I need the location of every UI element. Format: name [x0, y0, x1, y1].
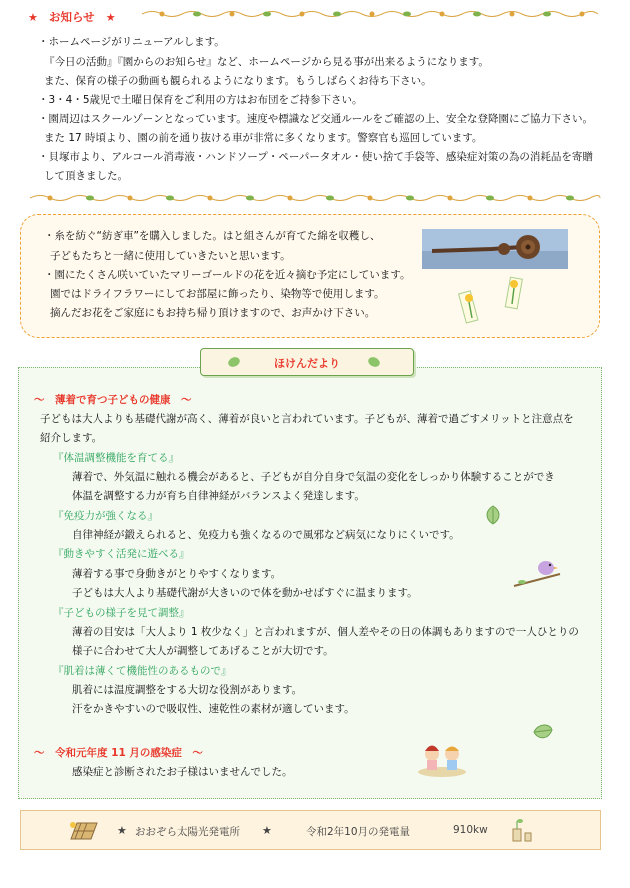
- notice-line: 『今日の活動』『園からのお知らせ』など、ホームページから見る事が出来るようになります。: [44, 56, 489, 68]
- leaf-icon: [484, 505, 502, 525]
- health-item-title: 『動きやすく活発に遊べる』: [53, 548, 190, 560]
- health-tab-title: ほけんだより: [274, 357, 340, 370]
- health-item-text: 子どもは大人より基礎代謝が大きいので体を動かせばすぐに温まります。: [72, 587, 418, 599]
- star-icon: ★: [262, 824, 272, 837]
- health-item-text: 薄着する事で身動きがとりやすくなります。: [72, 568, 282, 580]
- health-item-text: 汗をかきやすいので吸収性、速乾性の素材が適しています。: [72, 703, 355, 715]
- health-section-title: ～ 薄着で育つ子どもの健康 ～: [34, 394, 192, 406]
- health-item-title: 『子どもの様子を見て調整』: [53, 607, 190, 619]
- notice-line: また、保育の様子の動画も観られるようになります。もうしばらくお待ち下さい。: [44, 75, 432, 87]
- leaf-garland-divider: [30, 193, 600, 203]
- generation-period: 令和2年10月の発電量: [306, 826, 411, 838]
- solar-station-name: おおぞら太陽光発電所: [135, 826, 240, 838]
- spinning-line: ・糸を紡ぐ“紡ぎ車”を購入しました。はと組さんが育てた綿を収穫し、: [44, 230, 381, 242]
- health-tab: [200, 348, 414, 376]
- marigold-flower-icon: [456, 276, 536, 328]
- generation-amount: 910kw: [453, 824, 488, 836]
- health-item-text: 肌着には温度調整をする大切な役割があります。: [72, 684, 303, 696]
- leaf-icon: [532, 722, 554, 742]
- health-item-text: 様子に合わせて大人が調整してあげることが大切です。: [72, 645, 334, 657]
- notice-line: ・貝塚市より、アルコール消毒液・ハンドソープ・ペーパータオル・使い捨て手袋等、感染症対策の為の消耗品を寄贈: [38, 151, 593, 163]
- health-item-title: 『肌着は薄くて機能性のあるもので』: [53, 665, 232, 677]
- notice-title: お知らせ: [48, 10, 95, 24]
- notice-line: また 17 時頃より、園の前を通り抜ける車が非常に多くなります。警察官も巡回しています。: [44, 132, 483, 144]
- infection-text: 感染症と診断されたお子様はいませんでした。: [72, 766, 293, 778]
- notice-line: ・園周辺はスクールゾーンとなっています。速度や標識など交通ルールをご確認の上、安全な登降園にご協力下さい。: [38, 113, 594, 125]
- solar-power-footer: [20, 810, 601, 850]
- notice-line: して頂きました。: [44, 170, 128, 182]
- notice-line: ・ホームページがリニューアルします。: [38, 36, 225, 48]
- notice-line: ・3・4・5歳児で土曜日保育をご利用の方はお布団をご持参下さい。: [38, 94, 363, 106]
- children-illustration-icon: [412, 738, 472, 778]
- health-item-title: 『体温調整機能を育てる』: [53, 452, 179, 464]
- health-intro: 紹介します。: [40, 432, 103, 444]
- bird-on-branch-icon: [512, 556, 562, 590]
- star-icon: ★: [105, 11, 116, 24]
- star-icon: ★: [28, 11, 38, 24]
- sprout-icon: [509, 817, 535, 845]
- health-item-text: 自律神経が鍛えられると、免疫力も強くなるので風邪など病気になりにくいです。: [72, 529, 460, 541]
- leaf-garland-divider: [142, 9, 598, 19]
- health-item-text: 薄着で、外気温に触れる機会があると、子どもが自分自身で気温の変化をしっかり体験することができ: [72, 471, 555, 483]
- health-item-text: 体温を調整する力が育ち自律神経がバランスよく発達します。: [72, 490, 365, 502]
- spinning-line: 子どもたちと一緒に使用していきたいと思います。: [50, 250, 291, 262]
- health-item-title: 『免疫力が強くなる』: [53, 510, 158, 522]
- infection-section-title: ～ 令和元年度 11 月の感染症 ～: [34, 747, 203, 759]
- spinning-wheel-photo: [422, 229, 568, 269]
- health-intro: 子どもは大人よりも基礎代謝が高く、薄着が良いと言われています。子どもが、薄着で過ごすメリットと注意点を: [40, 413, 574, 425]
- health-item-text: 薄着の目安は「大人より 1 枚少なく」と言われますが、個人差やその日の体調もありますので一人ひとりの: [72, 626, 579, 638]
- star-icon: ★: [117, 824, 127, 837]
- spinning-line: ・園にたくさん咲いていたマリーゴールドの花を近々摘む予定にしています。: [44, 269, 411, 281]
- leaf-icon: [367, 356, 381, 368]
- spinning-line: 園ではドライフラワーにしてお部屋に飾ったり、染物等で使用します。: [50, 288, 385, 300]
- spinning-line: 摘んだお花をご家庭にもお持ち帰り頂けますので、お声かけ下さい。: [50, 307, 376, 319]
- solar-panel-icon: [67, 819, 99, 843]
- notice-header: [28, 6, 116, 22]
